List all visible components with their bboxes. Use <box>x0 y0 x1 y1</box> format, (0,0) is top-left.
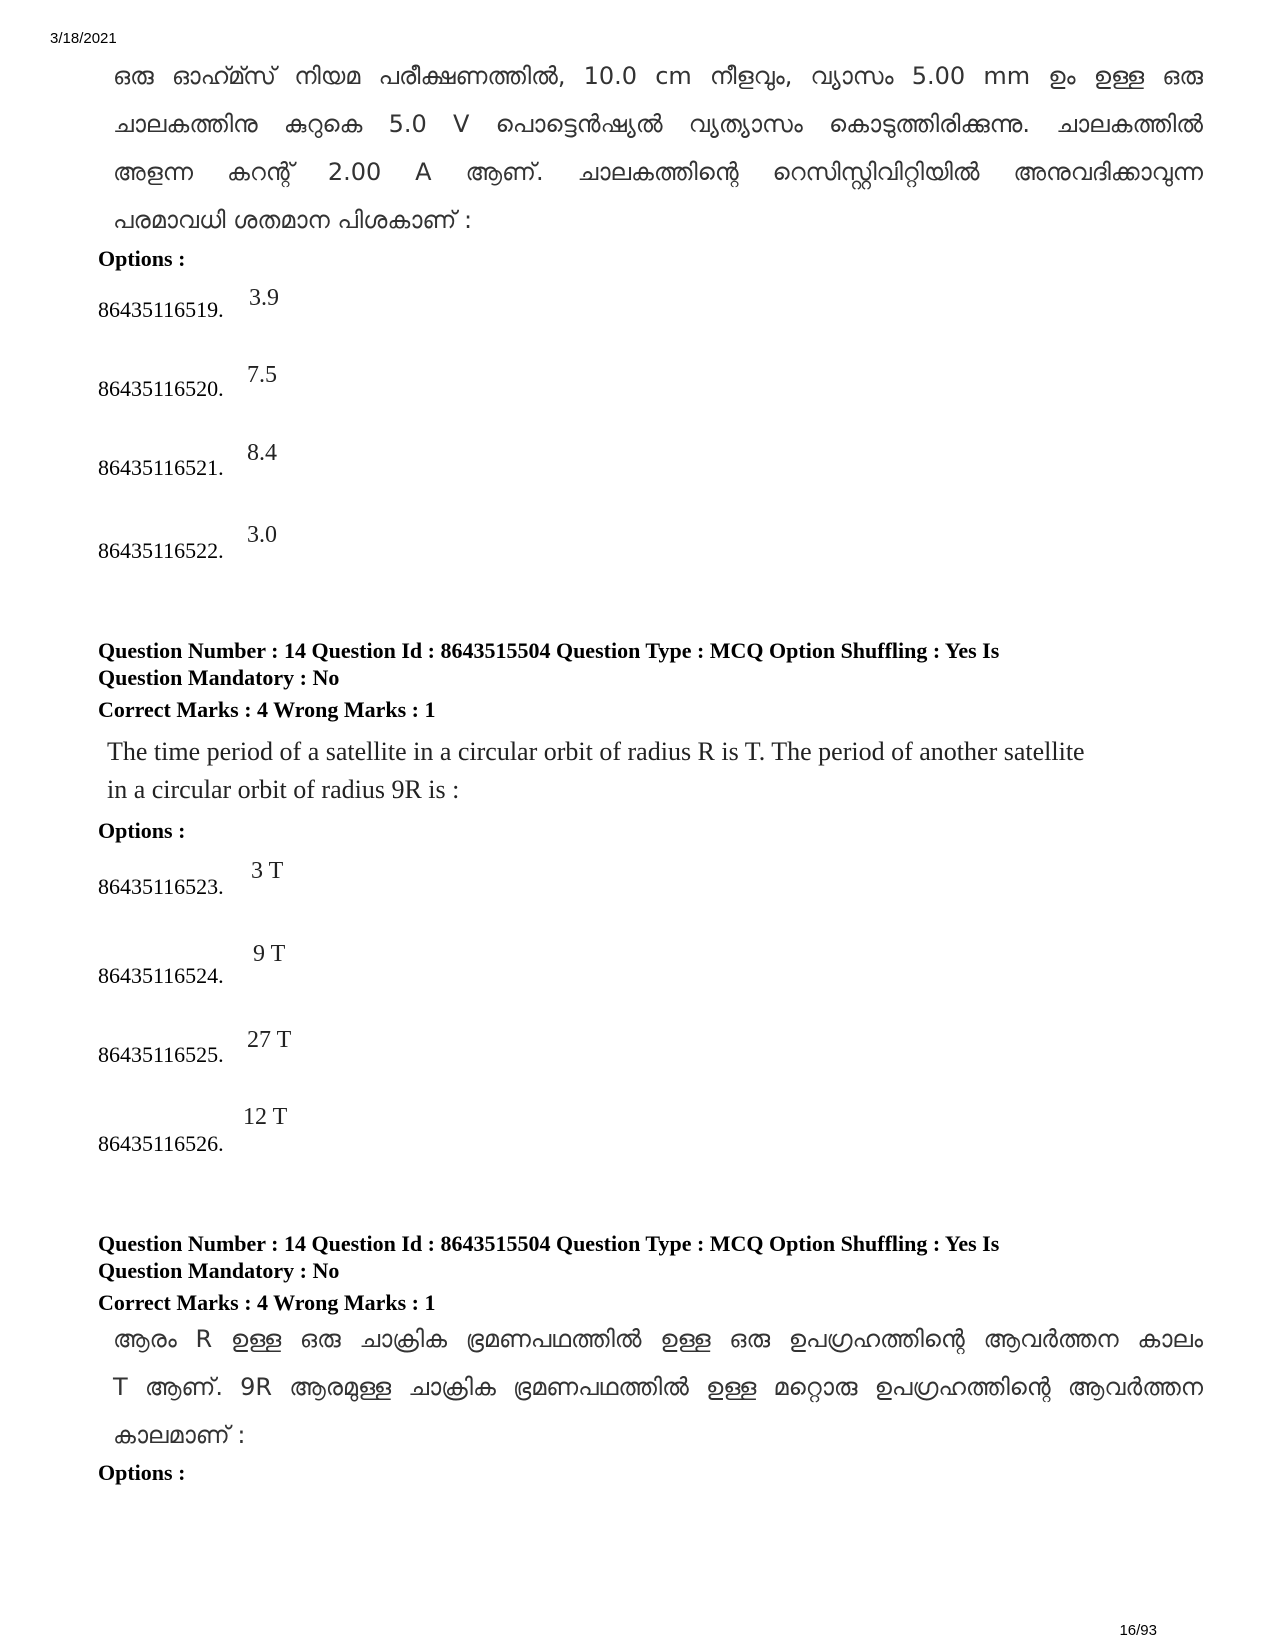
q14-meta-line-1: Question Number : 14 Question Id : 8643515504 Question Type : MCQ Option Shuffling : Yes Is <box>98 638 1000 663</box>
option-value: 7.5 <box>247 362 277 388</box>
option-value: 3.9 <box>249 285 279 311</box>
q14-question-line-1: The time period of a satellite in a circular orbit of radius R is T. The period of another satellite <box>107 737 1085 766</box>
option-id: 86435116521. <box>98 455 224 480</box>
q13-text-line-1: ഒരു ഓഹ്മ്സ് നിയമ പരീക്ഷണത്തിൽ, 10.0 cm നീളവും, വ്യാസം 5.00 mm ഉം ഉള്ള ഒരു <box>113 62 1203 90</box>
q13-text-line-2: ചാലകത്തിനു കുറുകെ 5.0 V പൊട്ടെൻഷ്യൽ വ്യത്യാസം കൊടുത്തിരിക്കുന്നു. ചാലകത്തിൽ <box>113 110 1203 138</box>
q14-options-label: Options : <box>98 818 186 843</box>
option-value: 12 T <box>243 1104 288 1130</box>
option-value: 3 T <box>251 858 284 884</box>
option-id: 86435116522. <box>98 538 224 563</box>
q13-text-line-3: അളന്ന കറന്റ് 2.00 A ആണ്. ചാലകത്തിന്റെ റെസിസ്റ്റിവിറ്റിയിൽ അനുവദിക്കാവുന്ന <box>113 158 1203 186</box>
option-id: 86435116526. <box>98 1131 224 1156</box>
option-value: 8.4 <box>247 440 277 466</box>
option-value: 9 T <box>253 941 286 967</box>
q14-ml-text-line-2: T ആണ്. 9R ആരമുള്ള ചാക്രിക ഭ്രമണപഥത്തിൽ ഉള്ള മറ്റൊരു ഉപഗ്രഹത്തിന്റെ ആവർത്തന <box>113 1373 1203 1401</box>
q14-question-line-2: in a circular orbit of radius 9R is : <box>107 775 460 804</box>
option-id: 86435116519. <box>98 297 224 322</box>
option-id: 86435116523. <box>98 874 224 899</box>
option-id: 86435116525. <box>98 1042 224 1067</box>
option-id: 86435116520. <box>98 376 224 401</box>
q14-ml-marks: Correct Marks : 4 Wrong Marks : 1 <box>98 1290 436 1315</box>
q13-text-line-4: പരമാവധി ശതമാന പിശകാണ് : <box>113 206 473 234</box>
q14-ml-meta-line-1: Question Number : 14 Question Id : 8643515504 Question Type : MCQ Option Shuffling : Yes Is <box>98 1231 1000 1256</box>
q14-ml-options-label: Options : <box>98 1460 186 1485</box>
print-date: 3/18/2021 <box>50 30 117 47</box>
q14-meta-line-2: Question Mandatory : No <box>98 665 340 690</box>
page-number: 16/93 <box>1119 1622 1157 1639</box>
q14-marks: Correct Marks : 4 Wrong Marks : 1 <box>98 697 436 722</box>
option-id: 86435116524. <box>98 963 224 988</box>
option-value: 27 T <box>247 1027 292 1053</box>
q14-ml-meta-line-2: Question Mandatory : No <box>98 1258 340 1283</box>
q14-ml-text-line-1: ആരം R ഉള്ള ഒരു ചാക്രിക ഭ്രമണപഥത്തിൽ ഉള്ള ഒരു ഉപഗ്രഹത്തിന്റെ ആവർത്തന കാലം <box>113 1325 1203 1353</box>
q13-options-label: Options : <box>98 246 186 271</box>
option-value: 3.0 <box>247 522 277 548</box>
q14-ml-text-line-3: കാലമാണ് : <box>113 1421 246 1449</box>
